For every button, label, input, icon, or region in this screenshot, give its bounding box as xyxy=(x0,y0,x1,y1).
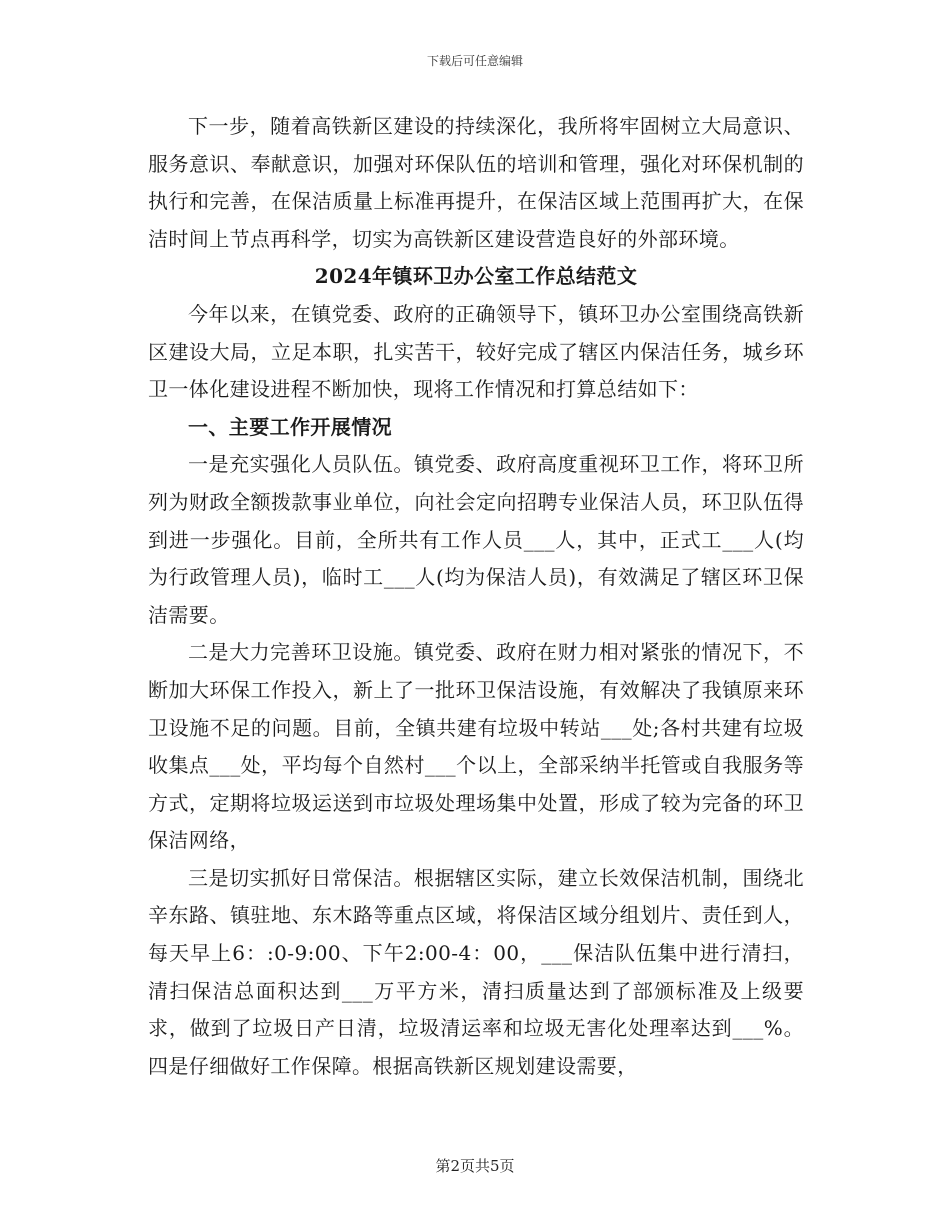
paragraph-facilities: 二是大力完善环卫设施。镇党委、政府在财力相对紧张的情况下，不断加大环保工作投入，新上了一批环卫保洁设施，有效解决了我镇原来环卫设施不足的问题。目前，全镇共建有垃圾中转站___处;各村共建有垃圾收集点___处，平均每个自然村___个以上，全部采纳半托管或自我服务等方式，定期将垃圾运送到市垃圾处理场集中处置，形成了较为完备的环卫保洁网络， xyxy=(148,640,804,853)
paragraph-staffing: 一是充实强化人员队伍。镇党委、政府高度重视环卫工作，将环卫所列为财政全额拨款事业单位，向社会定向招聘专业保洁人员，环卫队伍得到进一步强化。目前，全所共有工作人员___人，其中，正式工___人(均为行政管理人员)，临时工___人(均为保洁人员)，有效满足了辖区环卫保洁需要。 xyxy=(148,452,804,627)
page-header: 下载后可任意编辑 xyxy=(426,54,523,68)
section-heading-main-work: 一、主要工作开展情况 xyxy=(188,414,392,439)
paragraph-next-steps: 下一步，随着高铁新区建设的持续深化，我所将牢固树立大局意识、服务意识、奉献意识，加强对环保队伍的培训和管理，强化对环保机制的执行和完善，在保洁质量上标准再提升，在保洁区域上范围再扩大，在保洁时间上节点再科学，切实为高铁新区建设营造良好的外部环境。 xyxy=(148,114,804,251)
document-body xyxy=(148,108,804,1085)
document-title: 2024年镇环卫办公室工作总结范文 xyxy=(314,264,638,289)
paragraph-daily-cleaning: 三是切实抓好日常保洁。根据辖区实际，建立长效保洁机制，围绕北辛东路、镇驻地、东木路等重点区域，将保洁区域分组划片、责任到人，每天早上6：:0-9:00、下午2:00-4：00，___保洁队伍集中进行清扫，清扫保洁总面积达到___万平方米，清扫质量达到了部颁标准及上级要求，做到了垃圾日产日清，垃圾清运率和垃圾无害化处理率达到___%。四是仔细做好工作保障。根据高铁新区规划建设需要， xyxy=(148,865,804,1078)
paragraph-intro: 今年以来，在镇党委、政府的正确领导下，镇环卫办公室围绕高铁新区建设大局，立足本职，扎实苦干，较好完成了辖区内保洁任务，城乡环卫一体化建设进程不断加快，现将工作情况和打算总结如下： xyxy=(148,301,804,402)
page-footer: 第2页共5页 xyxy=(435,1157,515,1175)
